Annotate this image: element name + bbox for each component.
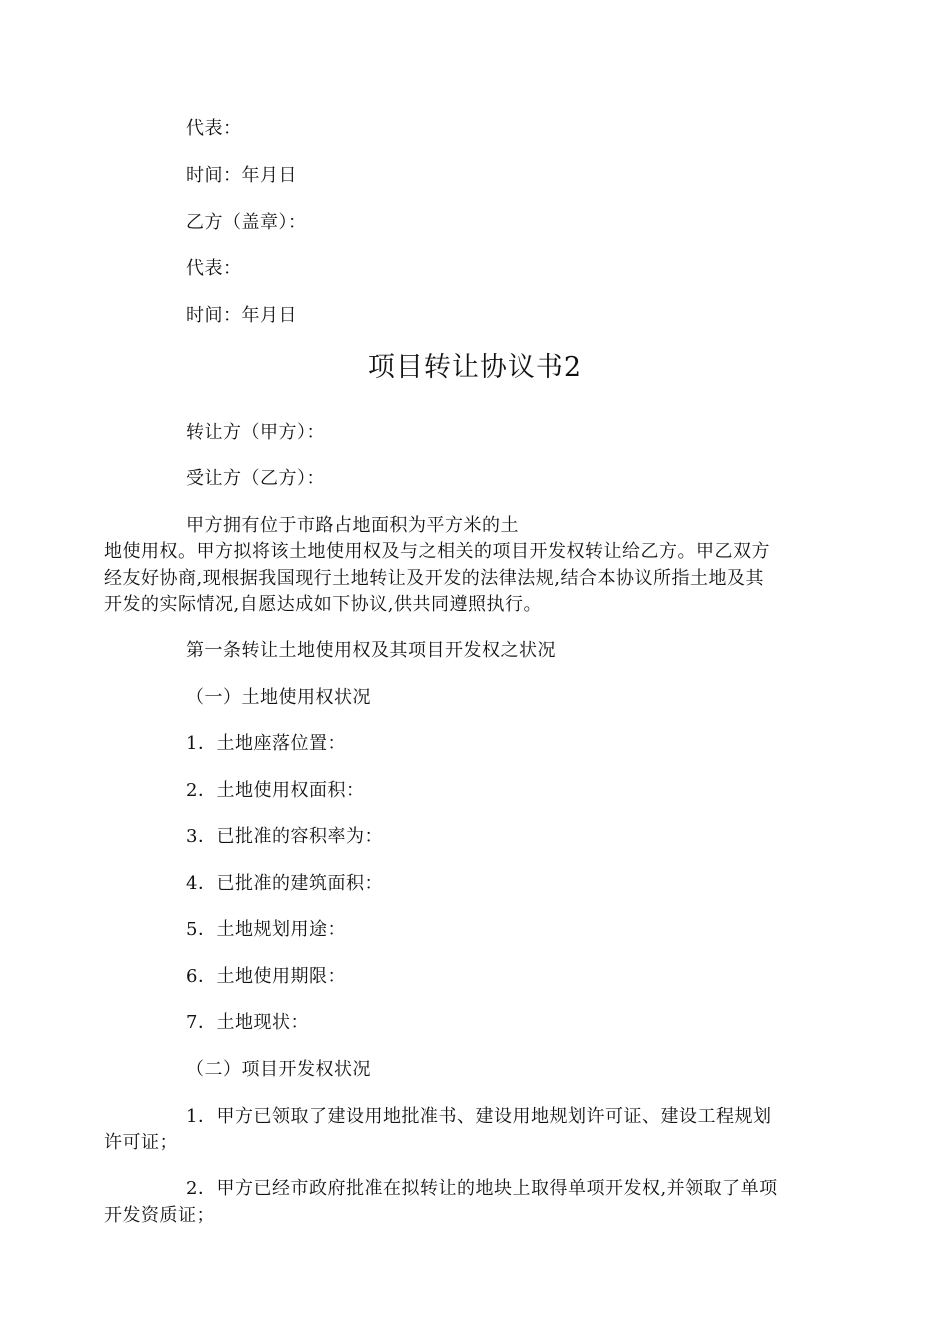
transferor-label: 转让方（甲方）：	[186, 422, 325, 443]
dev-item-1-line-1: 1．甲方已领取了建设用地批准书、建设用地规划许可证、建设工程规划	[186, 1106, 772, 1127]
intro-paragraph-line-3: 经友好协商,现根据我国现行土地转让及开发的法律法规,结合本协议所指土地及其	[104, 568, 764, 589]
land-item-7: 7．土地现状：	[186, 1012, 309, 1033]
representative-label-2: 代表：	[186, 258, 242, 279]
transferee-label: 受让方（乙方）：	[186, 468, 325, 489]
document-title: 项目转让协议书2	[367, 352, 583, 383]
section-1-heading: （一）土地使用权状况	[186, 687, 371, 708]
land-item-2: 2．土地使用权面积：	[186, 780, 365, 801]
dev-item-2-line-2: 开发资质证；	[104, 1205, 215, 1226]
land-item-5: 5．土地规划用途：	[186, 919, 346, 940]
dev-item-2-line-1: 2．甲方已经市政府批准在拟转让的地块上取得单项开发权,并领取了单项	[186, 1178, 778, 1199]
land-item-1: 1．土地座落位置：	[186, 733, 346, 754]
dev-item-1-line-2: 许可证；	[104, 1132, 178, 1153]
land-item-3: 3．已批准的容积率为：	[186, 826, 383, 847]
intro-paragraph-line-1: 甲方拥有位于市路占地面积为平方米的土	[186, 515, 519, 536]
date-label-2: 时间：年月日	[186, 305, 297, 326]
date-label-1: 时间：年月日	[186, 165, 297, 186]
land-item-6: 6．土地使用期限：	[186, 966, 346, 987]
land-item-4: 4．已批准的建筑面积：	[186, 873, 383, 894]
article-1-heading: 第一条转让土地使用权及其项目开发权之状况	[186, 640, 556, 661]
representative-label-1: 代表：	[186, 118, 242, 139]
intro-paragraph-line-2: 地使用权。甲方拟将该土地使用权及与之相关的项目开发权转让给乙方。甲乙双方	[104, 541, 770, 562]
party-b-seal-label: 乙方（盖章）：	[186, 212, 307, 233]
intro-paragraph-line-4: 开发的实际情况,自愿达成如下协议,供共同遵照执行。	[104, 594, 542, 615]
section-2-heading: （二）项目开发权状况	[186, 1059, 371, 1080]
